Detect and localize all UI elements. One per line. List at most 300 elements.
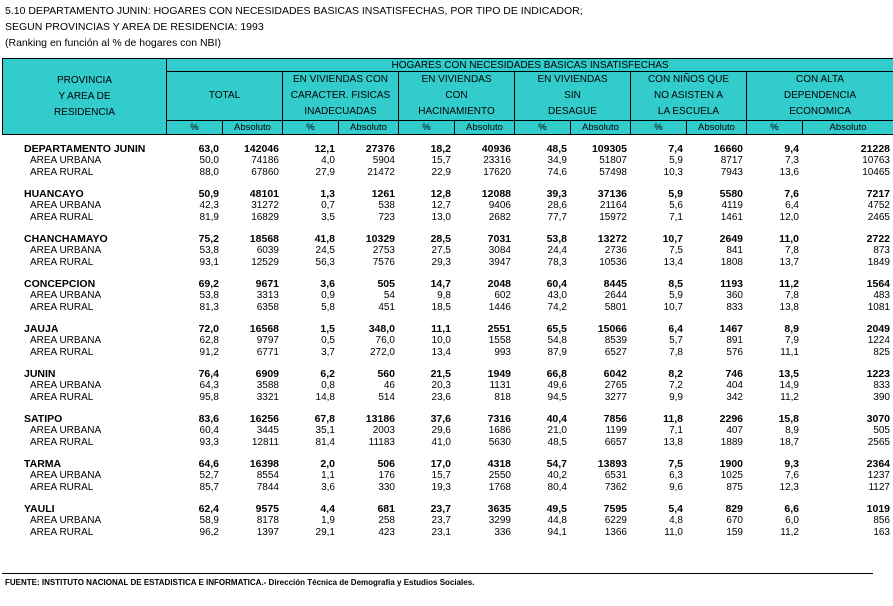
abs-cell: 3277 — [604, 392, 627, 403]
pct-cell: 42,3 — [199, 200, 219, 211]
pct-cell: 48,5 — [547, 437, 567, 448]
pct-cell: 13,8 — [663, 437, 683, 448]
group-header — [515, 72, 631, 121]
abs-cell: 2565 — [867, 437, 890, 448]
pct-cell: 7,1 — [669, 212, 683, 223]
pct-cell: 94,5 — [547, 392, 567, 403]
pct-cell: 80,4 — [547, 482, 567, 493]
abs-cell: 7362 — [604, 482, 627, 493]
pct-cell: 7,2 — [669, 380, 683, 391]
abs-cell: 7943 — [720, 167, 743, 178]
pct-cell: 11,2 — [780, 392, 799, 403]
abs-cell: 1889 — [720, 437, 743, 448]
area-row — [2, 425, 893, 437]
abs-cell: 10465 — [862, 167, 890, 178]
pct-cell: 0,5 — [321, 335, 335, 346]
pct-cell: 93,1 — [199, 257, 219, 268]
area-row — [2, 527, 893, 539]
abs-cell: 1397 — [256, 527, 279, 538]
abs-cell: 3084 — [488, 245, 511, 256]
abs-cell: 1467 — [719, 323, 743, 335]
pct-cell: 11,2 — [779, 278, 799, 290]
abs-cell: 6909 — [255, 368, 279, 380]
abs-cell: 875 — [726, 482, 743, 493]
abs-cell: 360 — [726, 290, 743, 301]
pct-cell: 13,5 — [778, 368, 799, 380]
abs-cell: 8178 — [256, 515, 279, 526]
row-label: AREA URBANA — [30, 470, 102, 481]
pct-cell: 53,8 — [199, 245, 219, 256]
abs-cell: 2550 — [488, 470, 511, 481]
pct-cell: 5,6 — [669, 200, 683, 211]
pct-cell: 7,6 — [785, 470, 799, 481]
pct-cell: 69,2 — [198, 278, 219, 290]
pct-cell: 41,8 — [314, 233, 335, 245]
pct-cell: 54,7 — [546, 458, 567, 470]
group-header-line: EN VIVIENDAS — [537, 74, 608, 85]
pct-cell: 10,0 — [431, 335, 451, 346]
pct-cell: 20,3 — [431, 380, 451, 391]
pct-cell: 1,5 — [320, 323, 335, 335]
pct-cell: 18,5 — [431, 302, 451, 313]
group-spacer — [2, 179, 893, 188]
abs-cell: 6039 — [256, 245, 279, 256]
abs-cell: 163 — [873, 527, 890, 538]
pct-cell: 4,4 — [320, 503, 335, 515]
pct-cell: 12,1 — [314, 143, 335, 155]
pct-cell: 10,3 — [663, 167, 683, 178]
pct-cell: 60,4 — [546, 278, 567, 290]
abs-cell: 10536 — [599, 257, 627, 268]
pct-cell: 3,5 — [321, 212, 335, 223]
abs-cell: 390 — [873, 392, 890, 403]
abs-cell: 16256 — [249, 413, 279, 425]
row-label-header — [3, 59, 167, 135]
abs-cell: 3635 — [487, 503, 511, 515]
abs-cell: 2465 — [867, 212, 890, 223]
abs-cell: 2296 — [719, 413, 743, 425]
area-row — [2, 167, 893, 179]
pct-cell: 5,8 — [321, 302, 335, 313]
abs-cell: 2753 — [372, 245, 395, 256]
data-table — [2, 143, 893, 539]
abs-cell: 1224 — [867, 335, 890, 346]
pct-cell: 18,2 — [430, 143, 451, 155]
pct-header: % — [167, 121, 223, 135]
abs-cell: 829 — [725, 503, 743, 515]
abs-cell: 7595 — [603, 503, 627, 515]
pct-cell: 81,3 — [199, 302, 219, 313]
abs-cell: 856 — [873, 515, 890, 526]
pct-header: % — [283, 121, 339, 135]
pct-cell: 49,5 — [546, 503, 567, 515]
area-row — [2, 245, 893, 257]
pct-cell: 35,1 — [315, 425, 335, 436]
pct-cell: 60,4 — [199, 425, 219, 436]
province-row — [2, 503, 893, 515]
pct-cell: 7,8 — [669, 347, 683, 358]
pct-cell: 1,9 — [321, 515, 335, 526]
abs-cell: 54 — [383, 290, 395, 301]
group-header-line: CON — [445, 90, 468, 101]
group-header-line: TOTAL — [208, 90, 241, 101]
abs-cell: 1808 — [720, 257, 743, 268]
row-label: AREA RURAL — [30, 302, 94, 313]
row-label: AREA URBANA — [30, 515, 102, 526]
pct-cell: 6,6 — [784, 503, 799, 515]
pct-header: % — [515, 121, 571, 135]
pct-cell: 66,8 — [546, 368, 567, 380]
abs-cell: 3588 — [256, 380, 279, 391]
abs-cell: 23316 — [483, 155, 511, 166]
pct-cell: 64,3 — [199, 380, 219, 391]
pct-cell: 23,6 — [431, 392, 451, 403]
abs-cell: 13893 — [597, 458, 627, 470]
pct-cell: 22,9 — [431, 167, 451, 178]
abs-cell: 746 — [725, 368, 743, 380]
pct-cell: 49,6 — [547, 380, 567, 391]
pct-cell: 58,9 — [199, 515, 219, 526]
pct-cell: 28,6 — [547, 200, 567, 211]
pct-cell: 76,4 — [198, 368, 219, 380]
abs-cell: 16660 — [713, 143, 743, 155]
pct-cell: 5,4 — [668, 503, 683, 515]
abs-cell: 1768 — [488, 482, 511, 493]
pct-cell: 9,9 — [669, 392, 683, 403]
pct-cell: 53,8 — [199, 290, 219, 301]
pct-cell: 53,8 — [546, 233, 567, 245]
abs-cell: 8445 — [603, 278, 627, 290]
pct-cell: 74,6 — [547, 167, 567, 178]
group-spacer — [2, 494, 893, 503]
abs-cell: 176 — [378, 470, 395, 481]
row-label: YAULI — [24, 503, 55, 515]
pct-cell: 54,8 — [547, 335, 567, 346]
row-label: AREA RURAL — [30, 212, 94, 223]
pct-cell: 11,0 — [664, 527, 683, 538]
province-row — [2, 368, 893, 380]
row-label: AREA RURAL — [30, 347, 94, 358]
pct-cell: 56,3 — [315, 257, 335, 268]
abs-cell: 13186 — [365, 413, 395, 425]
abs-cell: 76,0 — [375, 335, 395, 346]
pct-cell: 3,6 — [321, 482, 335, 493]
abs-cell: 7217 — [866, 188, 890, 200]
pct-cell: 0,7 — [321, 200, 335, 211]
abs-cell: 272,0 — [369, 347, 395, 358]
pct-cell: 77,7 — [547, 212, 567, 223]
abs-cell: 46 — [383, 380, 395, 391]
abs-cell: 6531 — [604, 470, 627, 481]
area-row — [2, 335, 893, 347]
row-label: AREA URBANA — [30, 380, 102, 391]
pct-cell: 11,0 — [779, 233, 799, 245]
abs-cell: 1025 — [720, 470, 743, 481]
abs-cell: 48101 — [249, 188, 279, 200]
area-row — [2, 437, 893, 449]
pct-cell: 13,7 — [779, 257, 799, 268]
abs-cell: 2682 — [488, 212, 511, 223]
abs-cell: 404 — [726, 380, 743, 391]
pct-cell: 7,1 — [669, 425, 683, 436]
pct-cell: 29,6 — [431, 425, 451, 436]
abs-cell: 7316 — [487, 413, 511, 425]
pct-cell: 78,3 — [547, 257, 567, 268]
table-header — [2, 58, 893, 135]
pct-cell: 11,2 — [780, 527, 799, 538]
row-label: HUANCAYO — [24, 188, 84, 200]
abs-cell: 825 — [873, 347, 890, 358]
abs-cell: 330 — [378, 482, 395, 493]
abs-cell: 2736 — [604, 245, 627, 256]
group-header-line — [167, 104, 282, 120]
abs-cell: 560 — [377, 368, 395, 380]
pct-cell: 3,6 — [320, 278, 335, 290]
pct-cell: 15,7 — [431, 470, 451, 481]
group-header-line: EN VIVIENDAS — [421, 74, 492, 85]
pct-cell: 5,9 — [668, 188, 683, 200]
group-header-line: CARACTER. FISICAS — [290, 90, 391, 101]
pct-cell: 50,0 — [199, 155, 219, 166]
abs-cell: 1558 — [488, 335, 511, 346]
abs-cell: 21228 — [860, 143, 890, 155]
row-label: AREA URBANA — [30, 335, 102, 346]
pct-cell: 8,9 — [785, 425, 799, 436]
abs-cell: 17620 — [483, 167, 511, 178]
abs-cell: 342 — [726, 392, 743, 403]
abs-cell: 3947 — [488, 257, 511, 268]
area-row — [2, 515, 893, 527]
abs-cell: 2649 — [719, 233, 743, 245]
group-header — [283, 72, 399, 121]
abs-cell: 16568 — [249, 323, 279, 335]
pct-cell: 94,1 — [547, 527, 567, 538]
abs-cell: 6229 — [604, 515, 627, 526]
pct-cell: 85,7 — [199, 482, 219, 493]
pct-cell: 50,9 — [198, 188, 219, 200]
area-row — [2, 302, 893, 314]
pct-cell: 23,7 — [431, 515, 451, 526]
abs-cell: 681 — [377, 503, 395, 515]
pct-cell: 7,5 — [668, 458, 683, 470]
pct-cell: 21,5 — [430, 368, 451, 380]
abs-cell: 873 — [873, 245, 890, 256]
group-header-line: SIN — [564, 90, 581, 101]
abs-cell: 1131 — [489, 380, 511, 391]
pct-cell: 7,8 — [785, 290, 799, 301]
abs-cell: 10763 — [862, 155, 890, 166]
abs-cell: 1127 — [868, 482, 890, 493]
group-header-line: DESAGUE — [548, 106, 597, 117]
pct-cell: 8,9 — [784, 323, 799, 335]
abs-cell: 21472 — [367, 167, 395, 178]
pct-cell: 34,9 — [547, 155, 567, 166]
abs-cell: 67860 — [251, 167, 279, 178]
row-label: AREA RURAL — [30, 392, 94, 403]
abs-cell: 1900 — [719, 458, 743, 470]
abs-cell: 833 — [873, 380, 890, 391]
abs-cell: 51807 — [599, 155, 627, 166]
abs-cell: 13272 — [597, 233, 627, 245]
abs-cell: 9575 — [255, 503, 279, 515]
abs-cell: 993 — [494, 347, 511, 358]
group-spacer — [2, 224, 893, 233]
abs-cell: 506 — [377, 458, 395, 470]
abs-cell: 407 — [726, 425, 743, 436]
abs-cell: 10329 — [365, 233, 395, 245]
main-header: HOGARES CON NECESIDADES BASICAS INSATISFECHAS — [167, 59, 893, 72]
row-label: TARMA — [24, 458, 62, 470]
abs-cell: 31272 — [251, 200, 279, 211]
row-label: AREA URBANA — [30, 425, 102, 436]
abs-cell: 1949 — [487, 368, 511, 380]
pct-cell: 21,0 — [547, 425, 567, 436]
row-label: DEPARTAMENTO JUNIN — [24, 143, 146, 155]
pct-cell: 95,8 — [199, 392, 219, 403]
abs-cell: 74186 — [251, 155, 279, 166]
row-label: CHANCHAMAYO — [24, 233, 108, 245]
pct-cell: 12,0 — [779, 212, 799, 223]
abs-cell: 451 — [378, 302, 395, 313]
pct-cell: 44,8 — [547, 515, 567, 526]
abs-cell: 6657 — [604, 437, 627, 448]
group-header-line — [167, 72, 282, 88]
abs-header: Absoluto — [455, 121, 515, 135]
pct-cell: 10,7 — [662, 233, 683, 245]
pct-cell: 11,1 — [431, 323, 451, 335]
abs-cell: 2765 — [604, 380, 627, 391]
pct-cell: 88,0 — [199, 167, 219, 178]
abs-cell: 8539 — [604, 335, 627, 346]
pct-cell: 1,1 — [321, 470, 335, 481]
abs-cell: 7844 — [256, 482, 279, 493]
area-row — [2, 392, 893, 404]
pct-cell: 37,6 — [430, 413, 451, 425]
abs-cell: 670 — [726, 515, 743, 526]
abs-cell: 1237 — [867, 470, 890, 481]
pct-cell: 28,5 — [430, 233, 451, 245]
row-label: AREA RURAL — [30, 257, 94, 268]
abs-cell: 1261 — [371, 188, 395, 200]
abs-cell: 40936 — [481, 143, 511, 155]
abs-cell: 5801 — [604, 302, 627, 313]
pct-cell: 62,4 — [198, 503, 219, 515]
pct-cell: 9,4 — [784, 143, 799, 155]
area-row — [2, 470, 893, 482]
abs-cell: 723 — [378, 212, 395, 223]
abs-cell: 1461 — [720, 212, 743, 223]
abs-cell: 1223 — [866, 368, 890, 380]
pct-cell: 96,2 — [199, 527, 219, 538]
group-header — [399, 72, 515, 121]
pct-cell: 24,4 — [547, 245, 567, 256]
pct-header: % — [399, 121, 455, 135]
abs-cell: 2551 — [487, 323, 511, 335]
row-label: CONCEPCION — [24, 278, 96, 290]
pct-cell: 12,8 — [430, 188, 451, 200]
pct-cell: 72,0 — [198, 323, 219, 335]
pct-cell: 4,8 — [669, 515, 683, 526]
pct-cell: 74,2 — [547, 302, 567, 313]
abs-cell: 818 — [494, 392, 511, 403]
pct-cell: 13,8 — [779, 302, 799, 313]
abs-cell: 27376 — [365, 143, 395, 155]
pct-cell: 17,0 — [430, 458, 451, 470]
abs-cell: 505 — [377, 278, 395, 290]
pct-cell: 5,9 — [669, 290, 683, 301]
abs-cell: 15972 — [599, 212, 627, 223]
row-label: JUNIN — [24, 368, 56, 380]
pct-cell: 12,3 — [779, 482, 799, 493]
abs-cell: 159 — [726, 527, 743, 538]
group-header-line: NO ASISTEN A — [654, 90, 723, 101]
pct-cell: 14,7 — [430, 278, 451, 290]
pct-cell: 12,7 — [431, 200, 451, 211]
abs-cell: 348,0 — [368, 323, 395, 335]
pct-cell: 18,7 — [779, 437, 799, 448]
abs-cell: 3313 — [256, 290, 279, 301]
abs-cell: 833 — [726, 302, 743, 313]
pct-cell: 29,1 — [315, 527, 335, 538]
abs-cell: 3445 — [256, 425, 279, 436]
table-note: (Ranking en función al % de hogares con NBI) — [5, 37, 221, 49]
area-row — [2, 212, 893, 224]
abs-cell: 2644 — [604, 290, 627, 301]
abs-cell: 21164 — [599, 200, 627, 211]
area-row — [2, 380, 893, 392]
abs-cell: 2003 — [372, 425, 395, 436]
pct-cell: 9,3 — [784, 458, 799, 470]
abs-cell: 6527 — [604, 347, 627, 358]
pct-cell: 5,9 — [669, 155, 683, 166]
area-row — [2, 290, 893, 302]
pct-cell: 81,4 — [315, 437, 335, 448]
pct-cell: 62,8 — [199, 335, 219, 346]
group-header — [167, 72, 283, 121]
abs-cell: 2722 — [866, 233, 890, 245]
abs-cell: 1686 — [488, 425, 511, 436]
abs-cell: 12088 — [481, 188, 511, 200]
province-row — [2, 233, 893, 245]
pct-cell: 52,7 — [199, 470, 219, 481]
pct-cell: 75,2 — [198, 233, 219, 245]
abs-cell: 5580 — [719, 188, 743, 200]
abs-cell: 1564 — [866, 278, 890, 290]
pct-cell: 48,5 — [546, 143, 567, 155]
abs-cell: 483 — [873, 290, 890, 301]
abs-cell: 9671 — [255, 278, 279, 290]
pct-cell: 39,3 — [546, 188, 567, 200]
abs-cell: 57498 — [599, 167, 627, 178]
area-row — [2, 200, 893, 212]
abs-cell: 6042 — [603, 368, 627, 380]
abs-cell: 16398 — [249, 458, 279, 470]
pct-cell: 65,5 — [546, 323, 567, 335]
row-label: AREA RURAL — [30, 437, 94, 448]
row-label: AREA RURAL — [30, 167, 94, 178]
pct-cell: 27,9 — [315, 167, 335, 178]
abs-cell: 18568 — [249, 233, 279, 245]
pct-cell: 29,3 — [431, 257, 451, 268]
table-title: 5.10 DEPARTAMENTO JUNIN: HOGARES CON NECESIDADES BASICAS INSATISFECHAS, POR TIPO DE INDICADOR; — [5, 5, 583, 17]
row-label-line: Y AREA DE — [58, 90, 111, 102]
abs-header: Absoluto — [571, 121, 631, 135]
pct-header: % — [747, 121, 803, 135]
pct-cell: 9,6 — [669, 482, 683, 493]
abs-cell: 336 — [494, 527, 511, 538]
abs-cell: 576 — [726, 347, 743, 358]
pct-cell: 19,3 — [431, 482, 451, 493]
